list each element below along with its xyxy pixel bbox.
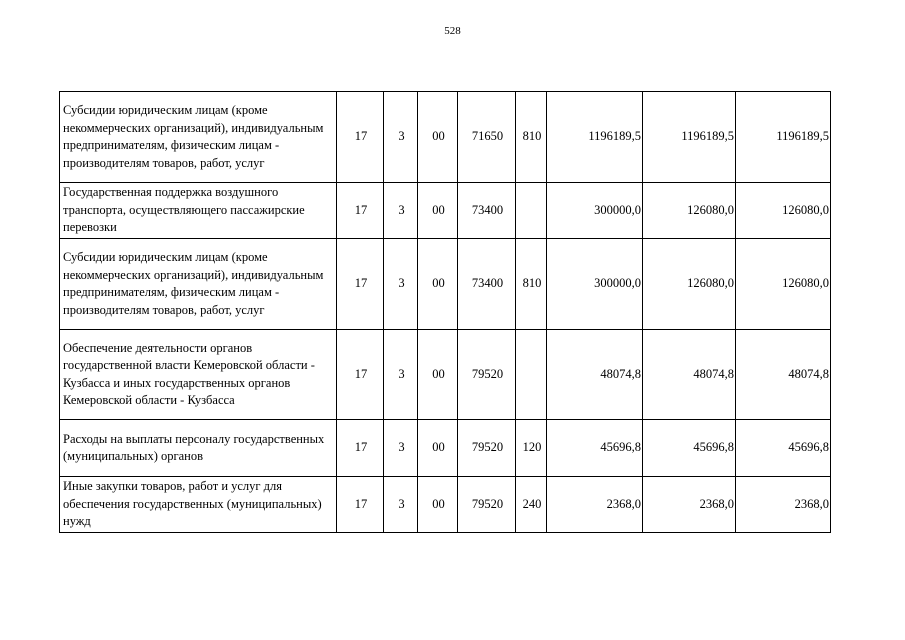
section-code-cell: 17 — [337, 330, 384, 420]
expense-type-cell: 240 — [516, 477, 547, 533]
amount-cell-3: 45696,8 — [736, 420, 831, 477]
amount-cell-2: 1196189,5 — [643, 92, 736, 183]
target-article-cell: 79520 — [458, 477, 516, 533]
expense-type-cell: 120 — [516, 420, 547, 477]
section-code-cell: 17 — [337, 92, 384, 183]
target-article-cell: 73400 — [458, 239, 516, 330]
program-code-cell: 00 — [418, 330, 458, 420]
subsection-code-cell: 3 — [384, 92, 418, 183]
amount-cell-3: 48074,8 — [736, 330, 831, 420]
budget-table — [59, 91, 831, 533]
subsection-code-cell: 3 — [384, 183, 418, 239]
subsection-code-cell: 3 — [384, 420, 418, 477]
program-code-cell: 00 — [418, 477, 458, 533]
section-code-cell: 17 — [337, 420, 384, 477]
page-number: 528 — [444, 25, 461, 37]
amount-cell-1: 2368,0 — [547, 477, 643, 533]
subsection-code-cell: 3 — [384, 239, 418, 330]
subsection-code-cell: 3 — [384, 477, 418, 533]
table-row — [60, 183, 831, 239]
program-code-cell: 00 — [418, 183, 458, 239]
subsection-code-cell: 3 — [384, 330, 418, 420]
amount-cell-2: 2368,0 — [643, 477, 736, 533]
target-article-cell: 79520 — [458, 330, 516, 420]
row-name-cell: Обеспечение деятельности органов государственной власти Кемеровской области - Кузбасса и иных государственных органов Кемеровской области - Кузбасса — [60, 330, 337, 420]
table-row — [60, 239, 831, 330]
section-code-cell: 17 — [337, 183, 384, 239]
table-row — [60, 330, 831, 420]
amount-cell-1: 48074,8 — [547, 330, 643, 420]
program-code-cell: 00 — [418, 420, 458, 477]
target-article-cell: 73400 — [458, 183, 516, 239]
amount-cell-3: 1196189,5 — [736, 92, 831, 183]
row-name-cell: Государственная поддержка воздушного транспорта, осуществляющего пассажирские перевозки — [60, 183, 337, 239]
program-code-cell: 00 — [418, 92, 458, 183]
row-name-cell: Субсидии юридическим лицам (кроме некоммерческих организаций), индивидуальным предпринимателям, физическим лицам - производителям товаров, работ, услуг — [60, 239, 337, 330]
table-row — [60, 420, 831, 477]
section-code-cell: 17 — [337, 477, 384, 533]
amount-cell-3: 126080,0 — [736, 239, 831, 330]
amount-cell-2: 126080,0 — [643, 183, 736, 239]
amount-cell-2: 45696,8 — [643, 420, 736, 477]
table-row — [60, 477, 831, 533]
amount-cell-1: 1196189,5 — [547, 92, 643, 183]
amount-cell-2: 126080,0 — [643, 239, 736, 330]
expense-type-cell — [516, 330, 547, 420]
expense-type-cell — [516, 183, 547, 239]
expense-type-cell: 810 — [516, 239, 547, 330]
table-row — [60, 92, 831, 183]
row-name-cell: Расходы на выплаты персоналу государственных (муниципальных) органов — [60, 420, 337, 477]
section-code-cell: 17 — [337, 239, 384, 330]
amount-cell-2: 48074,8 — [643, 330, 736, 420]
amount-cell-1: 300000,0 — [547, 239, 643, 330]
amount-cell-1: 300000,0 — [547, 183, 643, 239]
target-article-cell: 79520 — [458, 420, 516, 477]
amount-cell-1: 45696,8 — [547, 420, 643, 477]
row-name-cell: Субсидии юридическим лицам (кроме некоммерческих организаций), индивидуальным предпринимателям, физическим лицам - производителям товаров, работ, услуг — [60, 92, 337, 183]
amount-cell-3: 2368,0 — [736, 477, 831, 533]
target-article-cell: 71650 — [458, 92, 516, 183]
program-code-cell: 00 — [418, 239, 458, 330]
expense-type-cell: 810 — [516, 92, 547, 183]
row-name-cell: Иные закупки товаров, работ и услуг для обеспечения государственных (муниципальных) нужд — [60, 477, 337, 533]
amount-cell-3: 126080,0 — [736, 183, 831, 239]
